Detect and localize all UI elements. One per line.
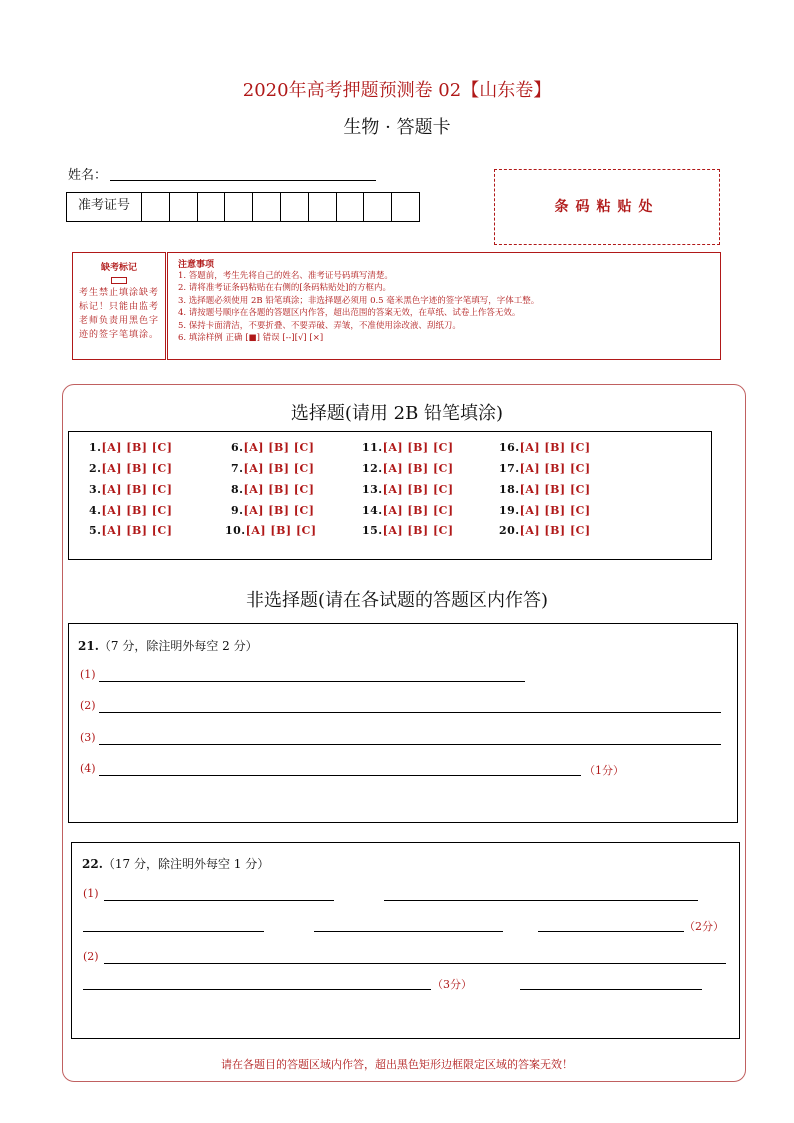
mc-question-15[interactable]: 15.[A] [B] [C] [362,524,454,537]
mc-question-16[interactable]: 16.[A] [B] [C] [499,441,591,454]
notice-title: 注意事项 [178,260,215,270]
mc-answer-grid [68,431,712,560]
ticket-digit-cell[interactable] [337,193,365,221]
question-21-header: 21.（7 分，除注明外每空 2 分） [78,639,258,653]
answer-label: (2) [83,950,99,963]
answer-line[interactable] [83,989,431,990]
answer-line[interactable] [104,900,334,901]
mc-question-13[interactable]: 13.[A] [B] [C] [362,483,454,496]
answer-line[interactable] [520,989,702,990]
mc-question-19[interactable]: 19.[A] [B] [C] [499,504,591,517]
question-22-box [71,842,740,1039]
answer-label: (1) [83,887,99,900]
answer-line[interactable] [104,963,726,964]
answer-label: (2) [80,699,96,712]
mc-question-14[interactable]: 14.[A] [B] [C] [362,504,454,517]
name-field[interactable] [110,180,376,181]
answer-label: (1) [80,668,96,681]
answer-line[interactable] [99,775,581,776]
footer-warning: 请在各题目的答题区域内作答，超出黑色矩形边框限定区域的答案无效！ [221,1058,573,1071]
ticket-digit-cell[interactable] [309,193,337,221]
mc-question-4[interactable]: 4.[A] [B] [C] [89,504,173,517]
points-note: （1分） [584,764,624,777]
answer-label: (4) [80,762,96,775]
ticket-digit-cell[interactable] [198,193,226,221]
absent-mark-box [72,252,166,360]
ticket-digit-cell[interactable] [364,193,392,221]
notice-item: 4. 请按题号顺序在各题的答题区内作答，超出范围的答案无效，在草纸、试卷上作答无效。 [178,308,521,319]
notice-item: 2. 请将准考证条码粘贴在右侧的[条码粘贴处]的方框内。 [178,283,391,294]
mc-question-3[interactable]: 3.[A] [B] [C] [89,483,173,496]
ticket-digit-cell[interactable] [253,193,281,221]
answer-line[interactable] [99,712,721,713]
answer-line[interactable] [83,931,264,932]
mc-question-17[interactable]: 17.[A] [B] [C] [499,462,591,475]
mc-question-11[interactable]: 11.[A] [B] [C] [362,441,454,454]
barcode-area: 条码粘贴处 [494,169,720,245]
answer-label: (3) [80,731,96,744]
mc-question-7[interactable]: 7.[A] [B] [C] [231,462,315,475]
ticket-number-label: 准考证号 [67,193,142,221]
mc-question-2[interactable]: 2.[A] [B] [C] [89,462,173,475]
notice-item: 6. 填涂样例 正确 [■] 错误 [--][√] [×] [178,333,324,344]
ticket-digit-cell[interactable] [170,193,198,221]
ticket-digit-cell[interactable] [225,193,253,221]
mc-question-12[interactable]: 12.[A] [B] [C] [362,462,454,475]
answer-line[interactable] [314,931,503,932]
notice-item: 1. 答题前，考生先将自己的姓名、准考证号码填写清楚。 [178,271,393,281]
answer-line[interactable] [99,744,721,745]
mc-question-5[interactable]: 5.[A] [B] [C] [89,524,173,537]
notice-box [167,252,721,360]
ticket-digit-cell[interactable] [392,193,419,221]
answer-line[interactable] [384,900,698,901]
page-title: 2020年高考押题预测卷 02【山东卷】 [242,80,552,101]
mc-question-9[interactable]: 9.[A] [B] [C] [231,504,315,517]
question-21-box [68,623,738,823]
mc-question-1[interactable]: 1.[A] [B] [C] [89,441,173,454]
absent-mark-title: 缺考标记 [100,263,137,273]
ticket-number-grid [66,192,420,222]
name-label: 姓名： [68,168,108,183]
mc-question-20[interactable]: 20.[A] [B] [C] [499,524,591,537]
page-subtitle: 生物 · 答题卡 [343,117,451,138]
mc-question-8[interactable]: 8.[A] [B] [C] [231,483,315,496]
ticket-digit-cell[interactable] [142,193,170,221]
mc-question-18[interactable]: 18.[A] [B] [C] [499,483,591,496]
mc-section-title: 选择题(请用 2B 铅笔填涂) [290,403,504,424]
mc-question-10[interactable]: 10.[A] [B] [C] [225,524,317,537]
ticket-digit-cell[interactable] [281,193,309,221]
notice-item: 3. 选择题必须使用 2B 铅笔填涂；非选择题必须用 0.5 毫米黑色字迹的签字笔填写，字体工整。 [178,295,540,306]
notice-item: 5. 保持卡面清洁，不要折叠、不要弄破、弄皱，不准使用涂改液、刮纸刀。 [178,320,461,331]
points-note: （3分） [432,978,472,991]
non-mc-section-title: 非选择题(请在各试题的答题区内作答) [245,590,549,611]
answer-line[interactable] [99,681,525,682]
absent-mark-bubble[interactable] [111,277,127,284]
mc-question-6[interactable]: 6.[A] [B] [C] [231,441,315,454]
absent-mark-desc: 考生禁止填涂缺考标记！只能由监考老师负责用黑色字迹的签字笔填涂。 [79,288,160,340]
answer-line[interactable] [538,931,684,932]
points-note: （2分） [684,920,724,933]
question-22-header: 22.（17 分，除注明外每空 1 分） [82,857,270,871]
